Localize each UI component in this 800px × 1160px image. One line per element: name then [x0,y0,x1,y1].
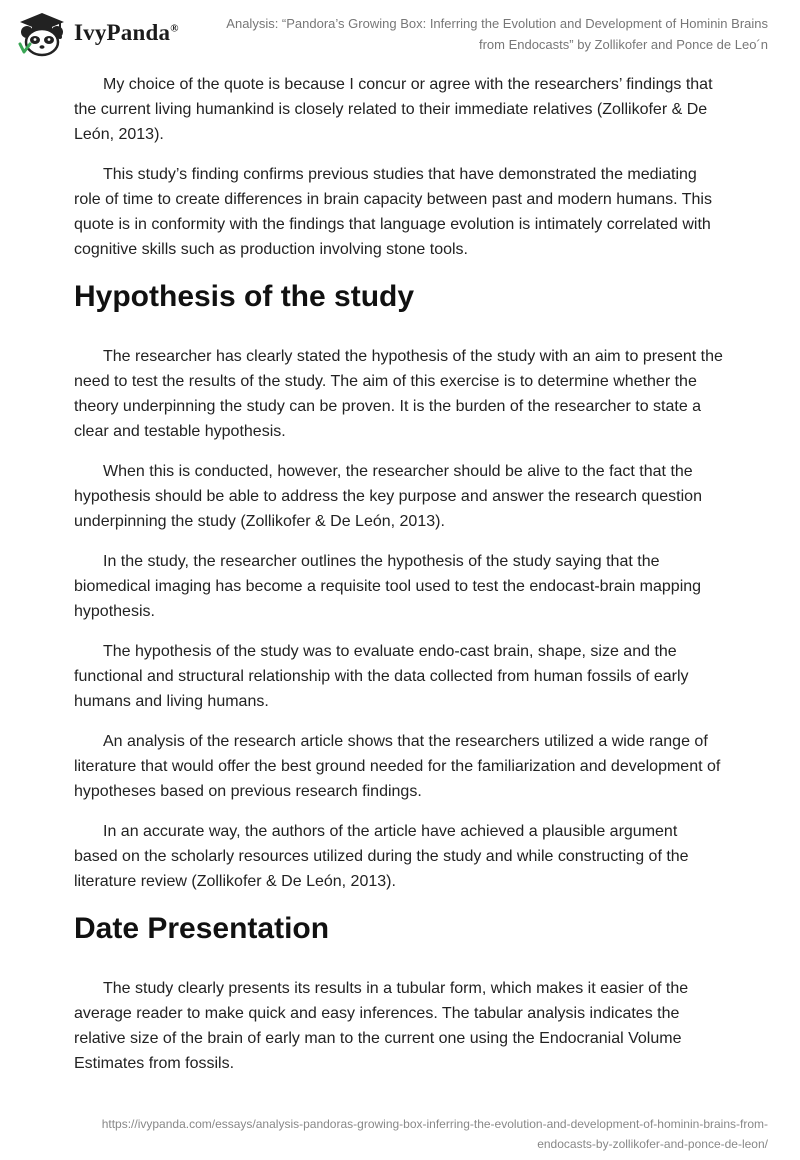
brand-name: IvyPanda® [74,20,179,45]
paragraph: My choice of the quote is because I concur or agree with the researchers’ findings that the current living humankind is closely related to their immediate relatives (Zollikofer & De León, 2013). [74,76,713,143]
section-heading-date-presentation: Date Presentation [74,912,330,945]
paragraph: An analysis of the research article shows that the researchers utilized a wide range of literature that would offer the best ground needed for the familiarization and development of hypotheses based on previous research findings. [74,733,721,800]
section-heading-hypothesis: Hypothesis of the study [74,280,415,313]
paragraph: This study’s finding confirms previous studies that have demonstrated the mediating role of time to create differences in brain capacity between past and modern humans. This quote is in conformity with the findings that language evolution is intimately correlated with cognitive skills such as production involving stone tools. [74,166,712,258]
paragraph: The hypothesis of the study was to evaluate endo-cast brain, shape, size and the functional and structural relationship with the data collected from human fossils of early humans and living humans. [74,643,689,710]
page-header [0,0,800,70]
source-url[interactable]: https://ivypanda.com/essays/analysis-pandoras-growing-box-inferring-the-evolution-and-development-of-hominin-brains-from-endocasts-by-zollikofer-and-ponce-de-leon/ [101,1117,768,1151]
paragraph: When this is conducted, however, the researcher should be alive to the fact that the hypothesis should be able to address the key purpose and answer the research question underpinning the study (Zollikofer & De León, 2013). [74,463,702,530]
panda-graduate-icon [14,8,70,58]
paragraph: In the study, the researcher outlines the hypothesis of the study saying that the biomedical imaging has become a requisite tool used to test the endocast-brain mapping hypothesis. [74,553,702,620]
essay-body [74,72,724,1091]
paragraph: In an accurate way, the authors of the article have achieved a plausible argument based on the scholarly resources utilized during the study and while constructing of the literature review (Zollikofer & De León, 2013). [74,823,689,890]
paragraph: The study clearly presents its results in a tubular form, which makes it easier of the average reader to make quick and easy inferences. The tabular analysis indicates the relative size of the brain of early man to the current one using the Endocranial Volume Estimates from fossils. [74,980,689,1072]
paragraph: The researcher has clearly stated the hypothesis of the study with an aim to present the need to test the results of the study. The aim of this exercise is to determine whether the theory underpinning the study can be proven. It is the burden of the researcher to state a clear and testable hypothesis. [74,348,723,440]
ivypanda-logo[interactable] [14,8,179,58]
document-title: Analysis: “Pandora’s Growing Box: Inferring the Evolution and Development of Hominin Brains from Endocasts” by Zollikofer and Ponce de Leo´n [226,16,768,52]
